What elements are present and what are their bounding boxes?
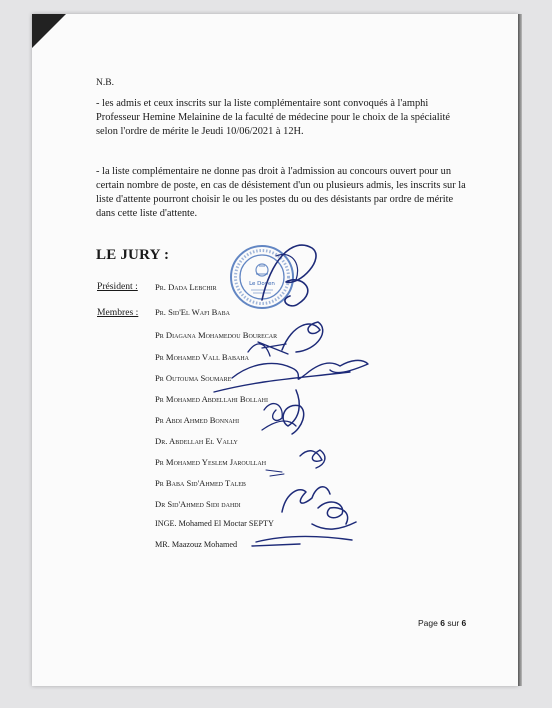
page-sur: sur	[447, 618, 460, 628]
president-label: Président :	[97, 281, 138, 292]
signature-bonnahi	[262, 404, 296, 430]
page-total: 6	[461, 618, 467, 628]
member-name: Dr Sid'Ahmed Sidi dahdi	[155, 499, 241, 509]
signature-president	[262, 245, 316, 306]
page-number	[418, 618, 466, 628]
paragraph-liste-complementaire: - la liste complémentaire ne donne pas droit à l'admission au concours ouvert pour un certain nombre de poste, en cas de désistement d'un ou plusieurs admis, les inscrits sur la liste d'attente pourront choisir le ou les postes du ou des désistants par ordre de mérite dans cette liste d'attente.	[96, 166, 466, 219]
signature-soumare	[214, 360, 368, 392]
signature-bollahi	[283, 390, 304, 434]
page-prefix: Page	[418, 618, 438, 628]
member-name: MR. Maazouz Mohamed	[155, 540, 238, 549]
page-current: 6	[440, 618, 445, 628]
member-name: Pr Outouma Soumare	[155, 373, 232, 383]
member-name: Pr Mohamed Vall Babaha	[155, 352, 249, 362]
members-label: Membres :	[97, 307, 139, 318]
member-name: INGE. Mohamed El Moctar SEPTY	[155, 519, 274, 528]
paragraph-convocation: - les admis et ceux inscrits sur la liste complémentaire sont convoqués à l'amphi Professeur Hemine Melainine de la faculté de médecine pour le choix de la spécialité selon l'ordre de mérite le Jeudi 10/06/2021 à 12H.	[96, 98, 451, 137]
member-name: Pr Mohamed Abdellahi Bollahi	[155, 394, 268, 404]
stamp-center-text: Le Doyen	[249, 281, 275, 287]
member-name: Pr Baba Sid'Ahmed Taleb	[155, 478, 246, 488]
nb-label: N.B.	[96, 78, 114, 88]
signature-diagana	[282, 322, 323, 352]
member-name: Dr. Abdellah El Vally	[155, 436, 238, 446]
signature-dahdi	[282, 487, 330, 512]
member-name: Pr Abdi Ahmed Bonnahi	[155, 415, 240, 425]
member-name: Pr Diagana Mohamedou Bourecar	[155, 330, 278, 340]
president-name: Pr. Dada Lebchir	[155, 282, 217, 292]
signature-jaroullah	[300, 450, 325, 468]
jury-heading: LE JURY :	[96, 247, 170, 263]
member-name: Pr. Sid'El Wafi Baba	[155, 307, 230, 317]
signature-taleb	[266, 470, 284, 476]
signature-maazouz	[252, 536, 352, 546]
signature-septy	[312, 502, 356, 529]
member-name: Pr Mohamed Yeslem Jaroullah	[155, 457, 267, 467]
